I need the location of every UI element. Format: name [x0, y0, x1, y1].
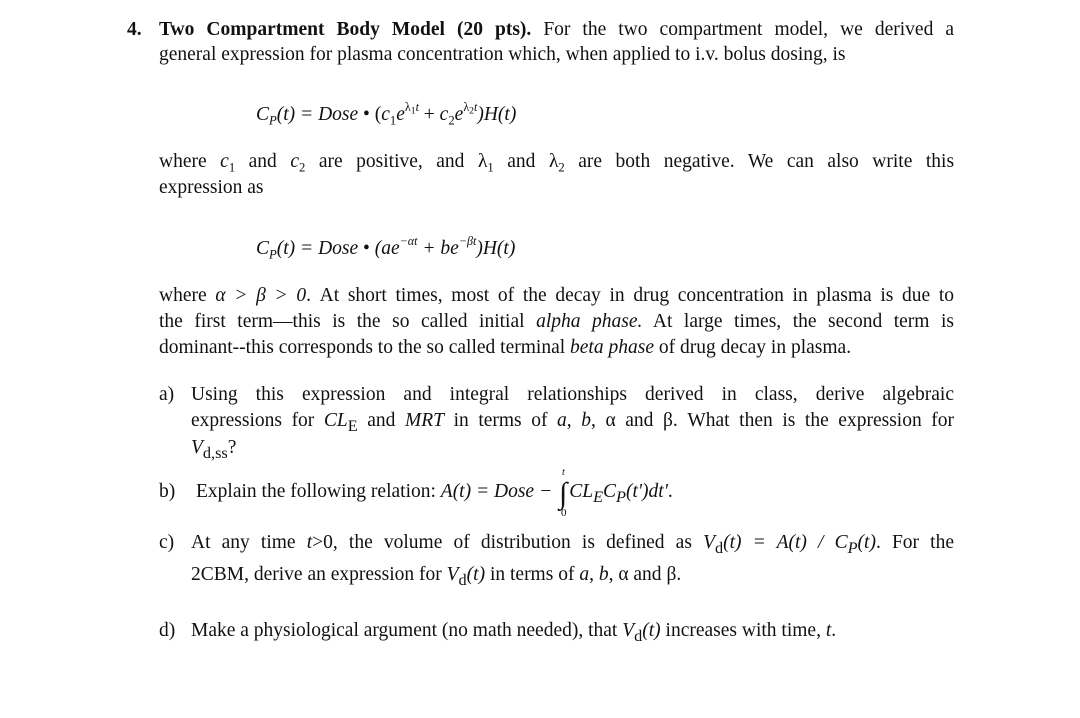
item-a-label: a) [159, 384, 175, 405]
eq1-lam2: λ [463, 100, 470, 114]
para1-and1: and [248, 151, 277, 172]
item-a-cl: CL [323, 410, 348, 431]
item-a-and1: and [367, 410, 396, 431]
eq2-close: )H(t) [476, 238, 516, 260]
item-a-expr-for: expressions for [191, 410, 315, 431]
item-d-vd-sub: d [634, 626, 643, 645]
para1-lam1-sub: 1 [487, 160, 494, 175]
eq1-close: )H(t) [477, 104, 517, 126]
item-b-lhs: A(t) = Dose − [440, 481, 557, 502]
eq1-e2: e [454, 104, 464, 126]
equation-1 [256, 92, 516, 135]
problem-title: Two Compartment Body Model (20 pts). [159, 19, 532, 40]
para2-alpha-phase: alpha phase. [536, 311, 643, 332]
item-c-vd: V [703, 532, 715, 553]
item-b-cl-sub: E [593, 487, 604, 506]
item-c-t: t [306, 532, 313, 553]
item-b-cl: CL [569, 481, 594, 502]
eq1-lam2-sub: 2 [469, 105, 474, 117]
para1-c1: c [220, 151, 229, 172]
integral-lower-limit: 0 [561, 507, 567, 519]
item-a-line3 [191, 434, 954, 467]
eq1-t1: t [415, 100, 419, 114]
item-a-vd: V [191, 437, 203, 458]
item-c-line1-c: . For the [875, 532, 955, 553]
problem-number: 4. [127, 19, 142, 40]
eq2-e2: e [450, 238, 459, 260]
para2-where: where [159, 285, 207, 306]
item-c-vd2-sub: d [458, 570, 467, 589]
item-c [159, 529, 954, 589]
item-c-vd-sub: d [714, 538, 724, 557]
eq1-lam1-sub: 1 [410, 105, 416, 117]
item-b [159, 467, 954, 519]
eq1-c2: c [439, 104, 449, 126]
item-c-def: (t) = A(t) / C [723, 532, 848, 553]
para1-and2: and [507, 151, 536, 172]
item-a-a: a [557, 410, 567, 431]
item-c-vd2-arg: (t) [466, 564, 486, 585]
item-d-vd: V [622, 620, 635, 641]
eq2-e1: e [390, 238, 400, 260]
item-b-text: Explain the following relation: [196, 481, 436, 502]
eq1-cp: C [256, 104, 270, 126]
eq1-dose: Dose [318, 104, 359, 126]
para1-line2: expression as [159, 177, 264, 198]
item-d-t: t [825, 620, 832, 641]
para1-text1: are positive, and [318, 151, 465, 172]
eq1-open: ( [369, 104, 382, 126]
item-a-b: b [581, 410, 591, 431]
para2-line2-b: At large times, the second term is [642, 311, 954, 332]
eq2-exp1: −αt [399, 234, 418, 248]
item-c-line1-b: >0, the volume of distribution is defined as [312, 532, 692, 553]
para2-line3-a: dominant--this corresponds to the so called terminal [159, 337, 566, 358]
intro-text: For the two compartment model, we derived a [543, 19, 954, 40]
item-c-def-end: (t) [857, 532, 876, 553]
item-a-mrt: MRT [405, 410, 444, 431]
item-c-b: b [598, 564, 609, 585]
item-b-c-sub: P [616, 487, 626, 506]
eq1-cp-sub: P [269, 113, 277, 128]
item-d-label: d) [159, 620, 176, 641]
item-b-label: b) [159, 481, 176, 502]
integral-sign [559, 467, 568, 519]
item-a-line2: expressions for $CL_E$ and MRT in terms of a, b, α and β. What then is the expression for [191, 410, 955, 435]
para2-line2-a: the first term—this is the so called initial [159, 311, 525, 332]
para1-c2: c [290, 151, 299, 172]
para1-where: where [159, 151, 207, 172]
eq2-plus: + b [417, 238, 451, 260]
eq2-cp-sub: P [269, 247, 277, 262]
item-d-line [191, 617, 954, 650]
para1-c1-sub: 1 [228, 160, 236, 175]
para2-line3 [159, 334, 954, 361]
item-c-line1 [191, 529, 954, 562]
eq2-dose: Dose [318, 238, 359, 260]
item-b-line [196, 467, 959, 519]
item-b-c: C [603, 481, 617, 502]
item-d-text-b: increases with time, [665, 620, 821, 641]
eq1-c1: c [381, 104, 390, 126]
item-c-a: a [579, 564, 590, 585]
eq1-c2-sub: 2 [448, 113, 455, 128]
para1-lam2: λ [548, 151, 559, 172]
eq1-c1-sub: 1 [389, 113, 397, 128]
para2-beta-phase: beta phase [570, 337, 654, 358]
item-a-in-terms: in terms of [453, 410, 548, 431]
item-d-text-a: Make a physiological argument (no math needed), that [191, 620, 618, 641]
integral-symbol: ∫ [559, 477, 568, 510]
eq1-plus: + [418, 104, 440, 126]
para1-lam2-sub: 2 [558, 160, 565, 175]
equation-2 [256, 226, 515, 269]
para2-line2 [159, 308, 954, 335]
item-a-and2: and [625, 410, 654, 431]
eq1-e1: e [396, 104, 405, 126]
eq2-bullet: • [363, 238, 370, 260]
item-a-question-mark: ? [227, 437, 237, 458]
item-a-alpha: α [605, 410, 616, 431]
item-a-rest: . What then is the expression for [672, 410, 955, 431]
item-b-integrand-rest: (t')dt' [625, 481, 668, 502]
eq2-arg: (t) = [276, 238, 319, 260]
problem-intro-line1 [159, 16, 954, 43]
para1-c2-sub: 2 [298, 160, 306, 175]
para1-text2: are both negative. We can also write this [578, 151, 955, 172]
item-d-vd-arg: (t) [642, 620, 661, 641]
item-c-label: c) [159, 532, 175, 553]
problem-intro-line2: general expression for plasma concentration which, when applied to i.v. bolus dosing, is [159, 44, 846, 65]
item-c-vd2: V [446, 564, 459, 585]
eq1-arg: (t) = [276, 104, 319, 126]
item-c-alpha: α [618, 564, 629, 585]
item-c-line2-a: 2CBM, derive an expression for [191, 564, 442, 585]
item-d [159, 617, 954, 647]
item-c-and: and [633, 564, 662, 585]
item-c-beta: β [666, 564, 677, 585]
item-c-line1-a: At any time [191, 532, 296, 553]
integral-upper-limit: t [562, 467, 565, 478]
eq1-t2: t [474, 100, 478, 114]
para1-lam1: λ [477, 151, 488, 172]
eq2-open: (a [369, 238, 391, 260]
eq2-exp2: −βt [458, 234, 477, 248]
eq1-lam1: λ [404, 100, 411, 114]
para2-inequality: α > β > 0 [215, 285, 307, 306]
item-d-period: . [831, 620, 837, 641]
item-a [159, 381, 954, 461]
item-c-period: . [676, 564, 682, 585]
item-a-line1: Using this expression and integral relationships derived in class, derive algebraic [191, 384, 954, 405]
item-a-beta: β [662, 410, 673, 431]
para2-line3-b: of drug decay in plasma. [658, 337, 852, 358]
eq2-cp: C [256, 238, 270, 260]
item-c-line2: 2CBM, derive an expression for $V_d(t)$ in terms of a, b, α and β. [191, 564, 682, 589]
eq1-bullet: • [363, 104, 370, 126]
item-c-line2-b: in terms of [489, 564, 575, 585]
para2-line1-rest: . At short times, most of the decay in drug concentration in plasma is due to [306, 285, 955, 306]
item-a-cl-sub: E [347, 416, 358, 435]
item-a-vd-sub: d,ss [202, 443, 228, 462]
para2-line1 [159, 282, 954, 309]
item-b-period: . [667, 481, 673, 502]
item-c-def-sub: P [847, 538, 858, 557]
